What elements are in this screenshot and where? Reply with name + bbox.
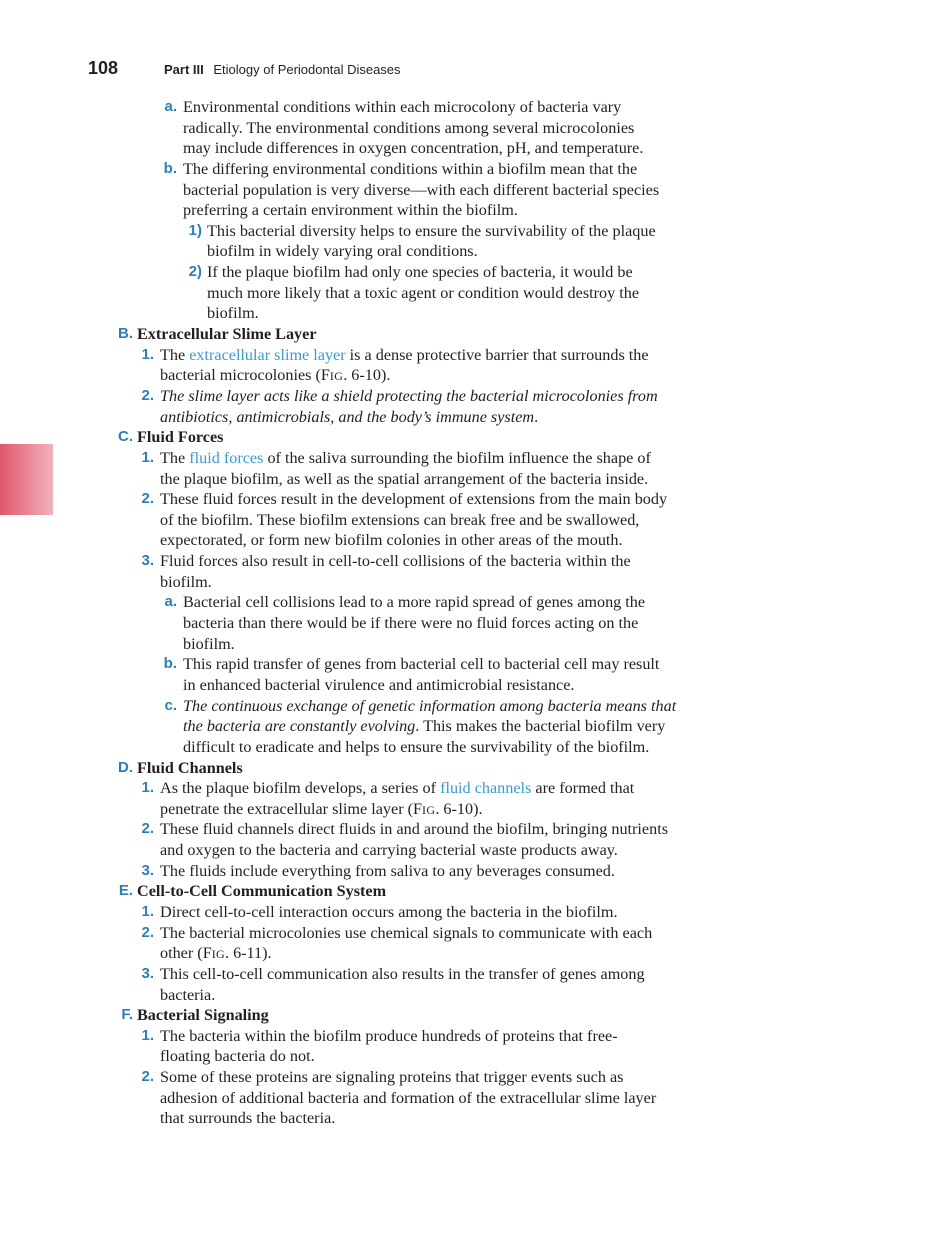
emphasis-text: The continuous exchange of genetic information among bacteria means that xyxy=(183,696,677,715)
outline-line xyxy=(0,1108,950,1129)
outline-label: b. xyxy=(163,159,177,177)
outline-label: C. xyxy=(118,428,133,446)
outline-line xyxy=(0,345,950,366)
outline-line xyxy=(0,530,950,551)
outline-text xyxy=(183,634,235,655)
text-segment: The xyxy=(160,345,190,364)
emphasis-text: The slime layer acts like a shield protecting the bacterial microcolonies from xyxy=(160,386,658,405)
key-term: fluid channels xyxy=(440,779,532,798)
outline-label: 1. xyxy=(141,902,154,920)
text-segment: of the biofilm. These biofilm extensions can break free and be swallowed, xyxy=(160,510,640,529)
text-segment: The bacteria within the biofilm produce hundreds of proteins that free- xyxy=(160,1026,618,1045)
outline-label-box xyxy=(0,1067,154,1088)
outline-text xyxy=(160,551,631,572)
outline-text xyxy=(160,407,538,428)
outline-text xyxy=(160,923,652,944)
outline-line xyxy=(0,469,950,490)
page-number: 108 xyxy=(88,58,119,78)
outline-line xyxy=(0,1026,950,1047)
outline-text xyxy=(183,696,676,717)
text-segment: in enhanced bacterial virulence and antimicrobial resistance. xyxy=(183,675,575,694)
outline-label: a. xyxy=(164,98,177,115)
section-heading-line xyxy=(0,324,950,345)
text-segment: Fluid Forces xyxy=(137,428,224,447)
outline-text xyxy=(160,365,390,387)
text-segment: IG xyxy=(422,802,436,817)
outline-label-box xyxy=(0,221,202,242)
text-segment: . 6-11). xyxy=(224,944,272,963)
outline-text xyxy=(160,386,658,407)
outline-line xyxy=(0,221,950,242)
outline-text xyxy=(160,1088,656,1109)
text-segment: may include differences in oxygen concentration, pH, and temperature. xyxy=(183,139,644,158)
text-segment: IG xyxy=(329,369,344,384)
outline-text xyxy=(160,964,645,985)
text-segment: Direct cell-to-cell interaction occurs among the bacteria in the biofilm. xyxy=(160,902,618,921)
outline-label-box xyxy=(0,448,154,469)
outline-label: 2. xyxy=(141,820,154,838)
text-segment: . 6-10). xyxy=(435,799,483,818)
text-segment: Bacterial Signaling xyxy=(137,1006,269,1025)
text-segment: Cell-to-Cell Communication System xyxy=(137,882,387,901)
outline-label-box xyxy=(0,902,154,923)
outline-text xyxy=(183,592,645,613)
outline-label-box xyxy=(0,696,177,717)
outline-label: 3. xyxy=(141,861,154,879)
text-segment: . 6-10). xyxy=(343,366,391,385)
outline-line xyxy=(0,303,950,324)
outline-text xyxy=(160,902,618,923)
text-segment: adhesion of additional bacteria and formation of the extracellular slime layer xyxy=(160,1088,657,1107)
outline-text xyxy=(183,97,621,118)
outline-body xyxy=(0,97,950,1129)
text-segment: The fluids include everything from saliva to any beverages consumed. xyxy=(160,861,615,880)
running-head xyxy=(164,62,401,77)
text-segment: IG xyxy=(211,947,225,962)
outline-text xyxy=(160,1067,623,1088)
text-segment: bacteria. xyxy=(160,985,216,1004)
text-segment: Bacterial cell collisions lead to a more rapid spread of genes among the xyxy=(183,593,646,612)
outline-line xyxy=(0,97,950,118)
outline-label-box xyxy=(0,427,133,448)
text-segment: These fluid forces result in the development of extensions from the main body xyxy=(160,490,668,509)
text-segment: The bacterial microcolonies use chemical signals to communicate with each xyxy=(160,923,653,942)
outline-line xyxy=(0,138,950,159)
text-segment: is a dense protective barrier that surrounds the xyxy=(345,345,649,364)
outline-label-box xyxy=(0,778,154,799)
outline-label-box xyxy=(0,1005,133,1026)
text-segment: are formed that xyxy=(531,779,635,798)
text-segment: that surrounds the bacteria. xyxy=(160,1109,336,1128)
outline-label-box xyxy=(0,324,133,345)
outline-line xyxy=(0,118,950,139)
outline-text xyxy=(183,118,634,139)
text-segment: biofilm in widely varying oral conditions. xyxy=(207,242,478,261)
outline-line xyxy=(0,778,950,799)
key-term: fluid forces xyxy=(189,448,264,467)
outline-line xyxy=(0,386,950,407)
outline-line xyxy=(0,551,950,572)
outline-line xyxy=(0,696,950,717)
outline-label: 2) xyxy=(188,263,202,281)
outline-label-box xyxy=(0,262,202,283)
outline-label-box xyxy=(0,97,177,118)
text-segment: bacterial microcolonies ( xyxy=(160,366,321,385)
text-segment: penetrate the extracellular slime layer ( xyxy=(160,799,414,818)
outline-text xyxy=(183,138,643,159)
outline-line xyxy=(0,985,950,1006)
section-heading-line xyxy=(0,1005,950,1026)
part-title: Etiology of Periodontal Diseases xyxy=(213,62,401,77)
outline-text xyxy=(183,716,665,737)
text-segment: bacterial population is very diverse—with each different bacterial species xyxy=(183,180,660,199)
outline-text xyxy=(160,799,483,821)
outline-label: 2. xyxy=(141,490,154,508)
outline-label: 1. xyxy=(141,779,154,797)
outline-text xyxy=(160,1108,335,1129)
outline-label: 3. xyxy=(141,964,154,982)
text-segment: Environmental conditions within each microcolony of bacteria vary xyxy=(183,98,622,116)
outline-label: 1. xyxy=(141,345,154,363)
text-segment: This bacterial diversity helps to ensure the survivability of the plaque xyxy=(207,221,656,240)
text-segment: The differing environmental conditions within a biofilm mean that the xyxy=(183,159,638,178)
outline-text xyxy=(160,489,667,510)
section-heading-line xyxy=(0,427,950,448)
outline-line xyxy=(0,1067,950,1088)
outline-label: D. xyxy=(118,758,133,776)
outline-label: 1. xyxy=(141,1026,154,1044)
outline-label: 2. xyxy=(141,386,154,404)
outline-label: a. xyxy=(164,593,177,611)
text-segment: radically. The environmental conditions among several microcolonies xyxy=(183,118,635,137)
outline-line xyxy=(0,902,950,923)
text-segment: the plaque biofilm, as well as the spatial arrangement of the bacteria inside. xyxy=(160,469,649,488)
section-heading-line xyxy=(0,758,950,779)
outline-text xyxy=(207,303,259,324)
outline-text xyxy=(183,159,637,180)
outline-text xyxy=(160,985,215,1006)
outline-text xyxy=(183,654,659,675)
outline-label-box xyxy=(0,592,177,613)
text-segment: This cell-to-cell communication also results in the transfer of genes among xyxy=(160,964,645,983)
text-segment: other ( xyxy=(160,944,203,963)
outline-line xyxy=(0,180,950,201)
outline-line xyxy=(0,675,950,696)
outline-line xyxy=(0,861,950,882)
text-segment: floating bacteria do not. xyxy=(160,1047,315,1066)
outline-text xyxy=(183,613,638,634)
section-heading xyxy=(137,881,386,902)
outline-line xyxy=(0,1088,950,1109)
outline-line xyxy=(0,654,950,675)
outline-line xyxy=(0,613,950,634)
outline-text xyxy=(160,572,212,593)
outline-line xyxy=(0,799,950,820)
outline-text xyxy=(160,778,634,799)
outline-text xyxy=(183,737,649,758)
outline-text xyxy=(160,840,618,861)
text-segment: If the plaque biofilm had only one species of bacteria, it would be xyxy=(207,263,633,282)
text-segment: biofilm. xyxy=(207,304,259,323)
text-segment: Extracellular Slime Layer xyxy=(137,325,317,344)
outline-label: 3. xyxy=(141,552,154,570)
text-segment: F xyxy=(202,944,212,963)
text-segment: . This makes the bacterial biofilm very xyxy=(415,717,666,736)
outline-text xyxy=(160,448,651,469)
section-heading xyxy=(137,427,223,448)
outline-text xyxy=(207,241,478,262)
outline-line xyxy=(0,634,950,655)
text-segment: difficult to eradicate and helps to ensure the survivability of the biofilm. xyxy=(183,737,650,756)
text-segment: This rapid transfer of genes from bacterial cell to bacterial cell may result xyxy=(183,655,660,674)
text-segment: biofilm. xyxy=(183,634,235,653)
outline-line xyxy=(0,283,950,304)
outline-label-box xyxy=(0,386,154,407)
outline-label: 1) xyxy=(188,221,202,239)
outline-label-box xyxy=(0,551,154,572)
outline-line xyxy=(0,489,950,510)
outline-line xyxy=(0,448,950,469)
outline-text xyxy=(183,200,518,221)
text-segment: F xyxy=(413,799,423,818)
outline-label: c. xyxy=(164,696,177,714)
outline-label-box xyxy=(0,758,133,779)
outline-label-box xyxy=(0,1026,154,1047)
outline-text xyxy=(160,861,615,882)
outline-line xyxy=(0,241,950,262)
outline-line xyxy=(0,716,950,737)
outline-text xyxy=(160,943,272,965)
text-segment: biofilm. xyxy=(160,572,212,591)
outline-label-box xyxy=(0,923,154,944)
outline-line xyxy=(0,1046,950,1067)
outline-line xyxy=(0,964,950,985)
text-segment: bacteria than there would be if there were no fluid forces acting on the xyxy=(183,614,639,633)
text-segment: much more likely that a toxic agent or condition would destroy the xyxy=(207,283,640,302)
outline-line xyxy=(0,943,950,964)
emphasis-text: antibiotics, antimicrobials, and the body’s immune system xyxy=(160,407,535,426)
text-segment: preferring a certain environment within the biofilm. xyxy=(183,201,518,220)
outline-label-box xyxy=(0,345,154,366)
text-segment: F xyxy=(320,366,330,385)
outline-label-box xyxy=(0,489,154,510)
outline-text xyxy=(160,1026,618,1047)
outline-line xyxy=(0,819,950,840)
section-heading-line xyxy=(0,881,950,902)
text-segment: Fluid forces also result in cell-to-cell collisions of the bacteria within the xyxy=(160,552,631,571)
outline-text xyxy=(183,180,659,201)
emphasis-text: the bacteria are constantly evolving xyxy=(183,717,416,736)
text-segment: Fluid Channels xyxy=(137,758,243,777)
outline-text xyxy=(160,345,649,366)
outline-line xyxy=(0,923,950,944)
outline-text xyxy=(207,262,633,283)
key-term: extracellular slime layer xyxy=(189,345,346,364)
outline-label: E. xyxy=(118,882,133,900)
outline-line xyxy=(0,840,950,861)
outline-line xyxy=(0,737,950,758)
outline-text xyxy=(160,530,623,551)
outline-label: b. xyxy=(163,655,177,673)
section-heading xyxy=(137,324,317,345)
outline-line xyxy=(0,407,950,428)
outline-label: 2. xyxy=(141,1068,154,1086)
text-segment: These fluid channels direct fluids in and around the biofilm, bringing nutrients xyxy=(160,820,668,839)
part-label: Part III xyxy=(164,62,204,77)
outline-line xyxy=(0,510,950,531)
outline-line xyxy=(0,572,950,593)
outline-line xyxy=(0,159,950,180)
section-heading xyxy=(137,1005,269,1026)
text-segment: . xyxy=(534,407,539,426)
outline-label: F. xyxy=(121,1006,133,1024)
text-segment: expectorated, or form new biofilm colonies in other areas of the mouth. xyxy=(160,531,623,550)
outline-line xyxy=(0,200,950,221)
outline-line xyxy=(0,262,950,283)
outline-text xyxy=(207,283,639,304)
outline-text xyxy=(183,675,574,696)
section-heading xyxy=(137,758,243,779)
outline-label-box xyxy=(0,819,154,840)
text-segment: and oxygen to the bacteria and carrying bacterial waste products away. xyxy=(160,841,618,860)
outline-label-box xyxy=(0,964,154,985)
outline-label: B. xyxy=(118,325,133,343)
text-segment: Some of these proteins are signaling proteins that trigger events such as xyxy=(160,1068,624,1087)
outline-text xyxy=(160,469,648,490)
outline-label-box xyxy=(0,881,133,902)
outline-label: 2. xyxy=(141,923,154,941)
outline-text xyxy=(160,1046,315,1067)
outline-line xyxy=(0,592,950,613)
outline-label: 1. xyxy=(141,448,154,466)
text-segment: As the plaque biofilm develops, a series of xyxy=(160,779,441,798)
text-segment: of the saliva surrounding the biofilm influence the shape of xyxy=(263,448,651,467)
outline-label-box xyxy=(0,654,177,675)
outline-label-box xyxy=(0,861,154,882)
text-segment: The xyxy=(160,448,190,467)
outline-text xyxy=(160,510,639,531)
outline-text xyxy=(207,221,656,242)
outline-line xyxy=(0,365,950,386)
outline-text xyxy=(160,819,668,840)
outline-label-box xyxy=(0,159,177,180)
